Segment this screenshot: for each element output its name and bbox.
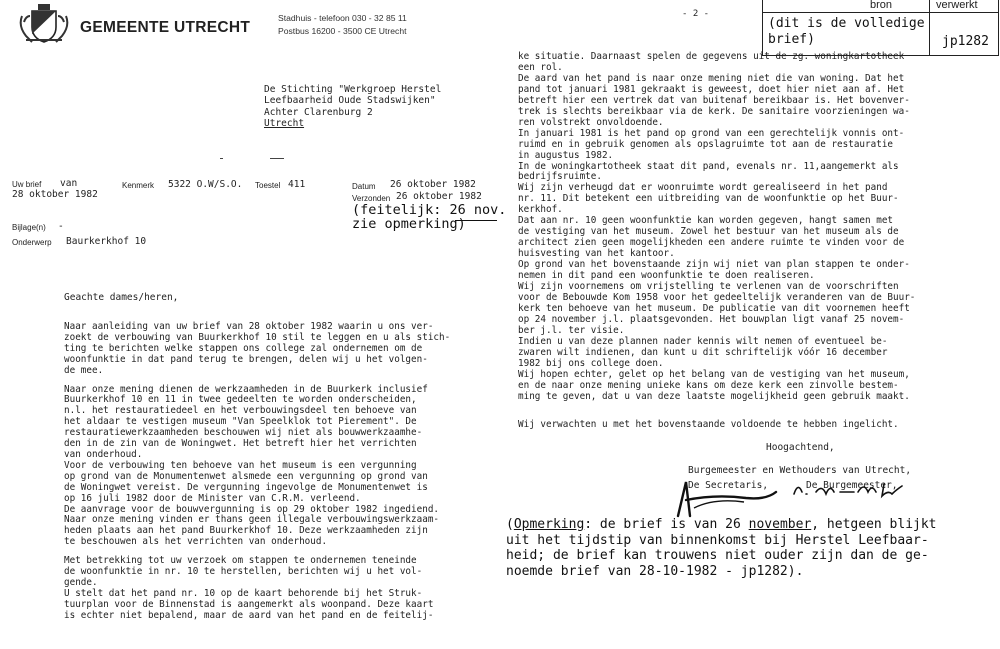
recipient-line: De Stichting "Werkgroep Herstel [264,84,442,95]
paragraph [64,385,450,549]
kenmerk-label: Kenmerk [122,181,155,190]
text-line: de woonfunktie in nr. 10 te herstellen, berichten wij u het vol- [64,566,423,578]
address-divider [270,158,284,159]
text-line: de vestiging van het museum. Zowel het bestuur van het museum als de [518,226,899,238]
text-line: restauratiewerkzaamheden beschouwen wij niet als bouwwerkzaamhe- [64,427,423,439]
text-line: pand tot januari 1981 gekraakt is geweest, doet hier niet aan af. Het [518,83,905,95]
text-line: Naar aanleiding van uw brief van 28 oktober 1982 waarin u ons ver- [64,321,434,332]
secretary-signature [672,472,782,522]
text-line: ren volstrekt onvoldoende. [518,116,664,128]
annotation-text: : de brief is van 26 [584,517,749,532]
text-line: In de woningkartotheek staat dit pand, evenals nr. 11,aangemerkt als [518,160,899,172]
text-line: kerk ten behoeve van het museum. De publicatie van dit voornemen heeft [518,302,910,314]
text-line: de Woningwet vereist. De vergunning ingevolge de Monumentenwet is [64,481,428,493]
toestel-label: Toestel [255,181,281,190]
uw-brief-date: 28 oktober 1982 [12,189,98,200]
text-line: De aard van het pand is naar onze mening niet die van woning. Dat het [518,72,905,84]
text-line: betreft hier een vertrek dat van buitenaf bereikbaar is. Het bovenver- [518,94,910,106]
actual-date-note-line1: (feitelijk: 26 nov. [352,202,507,218]
text-line: is echter niet bepalend, maar de aard van het pand en de feitelij- [64,609,434,621]
uw-brief-value: van [60,178,78,189]
bijlagen-value: - [58,221,64,232]
actual-date-note-line2: zie opmerking) [352,216,466,232]
text-line: ruimd en in gebruik genomen als opslagruimte tot aan de restauratie [518,138,894,150]
paragraph [64,556,450,621]
text-line: de mee. [64,364,104,376]
datum-label: Datum [352,182,376,191]
paragraph [64,322,450,377]
annotation-label: Opmerking [513,517,585,532]
text-line: zwaren wilt indienen, dan kunt u dit schriftelijk vóór 16 december [518,346,888,358]
text-line: nr. 11. Dit betekent een uitbreiding van de woonfunktie op het Buur- [518,193,899,205]
bijlagen-label: Bijlage(n) [12,223,46,232]
text-line: Wij zijn verheugd dat er woonruimte wordt gerealiseerd in het pand [518,182,888,194]
verzonden-label: Verzonden [352,194,391,203]
municipality-name: GEMEENTE UTRECHT [80,19,251,36]
letter-body-right [518,52,915,403]
text-line: gende. [64,576,98,588]
mayor-signature [792,474,912,502]
meta-col1-header: bron [870,0,893,11]
annotation-line: noemde brief van 28-10-1982 - jp1282). [506,563,804,579]
salutation: Geachte dames/heren, [64,292,179,303]
recipient-line: Leefbaarheid Oude Stadswijken" [264,95,436,107]
text-line: Naar onze mening dienen de werkzaamheden in de Buurkerk inclusief [64,383,428,395]
text-line: ting te berichten welke stappen ons college zal ondernemen om de [64,342,423,354]
coat-of-arms-logo [18,4,70,44]
text-line: U stelt dat het pand nr. 10 op de kaart behorende bij het Struk- [64,587,423,599]
text-line: den in de zin van de Woningwet. Het betreft hier het verrichten [64,438,417,450]
annotation-text: , hetgeen blijkt [811,517,937,532]
text-line: De aanvrage voor de bouwvergunning is op 29 oktober 1982 ingediend. [64,503,440,515]
text-line: 1982 bij ons college doen. [518,357,664,369]
text-line: zoekt de verbouwing van Buurkerkhof 10 stil te leggen en u als stich- [64,331,451,343]
fold-mark [220,158,223,159]
verzonden-value: 26 oktober 1982 [396,191,482,202]
text-line: het aldaar te vestigen museum "Van Speelklok tot Pierement". De [64,416,417,428]
onderwerp-value: Baurkerkhof 10 [66,236,147,247]
text-line: te beschouwen als het verrichten van onderhoud. [64,536,328,548]
address-line-2: Postbus 16200 - 3500 CE Utrecht [278,26,407,36]
address-line-1: Stadhuis - telefoon 030 - 32 85 11 [278,13,407,23]
text-line: Naar onze mening vinden er thans geen illegale verbouwingswerkzaam- [64,514,440,526]
text-line: ming te geven, dat u van deze laatste mogelijkheid geen gebruik maakt. [518,390,910,402]
text-line: Indien u van deze plannen nader kennis wilt nemen of eventueel be- [518,335,888,347]
signoff-mayor: De Burgemeester, [806,480,898,491]
text-line: woonfunktie in dat pand terug te brengen, delen wij u het volgen- [64,353,428,365]
letter-body-left [64,322,450,622]
signoff-secretary: De Secretaris, [688,480,769,491]
recipient-line: Achter Clarenburg 2 [264,106,373,118]
text-line: Dat aan nr. 10 geen woonfunktie kan worden gegeven, hangt samen met [518,215,894,227]
text-line: tuurplan voor de Binnenstad is aangemerkt als woonpand. Deze kaart [64,598,434,610]
page-number: - 2 - [682,9,710,19]
signoff-authority: Burgemeester en Wethouders van Utrecht, [688,465,912,476]
annotation-line: heid; de brief kan trouwens niet ouder zijn dan de ge- [506,548,929,563]
text-line: in augustus 1982. [518,149,614,161]
annotation-underlined-word: november [748,517,812,532]
text-line: huisvesting van het kantoor. [518,248,675,260]
closing-sentence: Wij verwachten u met het bovenstaande voldoende te hebben ingelicht. [518,419,899,430]
datum-value: 26 oktober 1982 [390,179,476,190]
text-line: voor de Bebouwde Kom 1958 voor het gedeeltelijk veranderen van de Buur- [518,291,916,303]
kenmerk-value: 5322 O.W/S.O. [168,179,243,190]
text-line: en de naar onze mening unieke kans om deze kerk een zinvolle bestem- [518,379,899,391]
text-line: In januari 1981 is het pand op grond van een gerechtelijk vonnis ont- [518,127,905,139]
text-line: op grond van de Monumentenwet alsmede een vergunning op grond van [64,470,428,482]
annotation-line: (Opmerking: de brief is van 26 november, hetgeen blijkt [506,517,937,532]
text-line: heden plaats aan het pand Buurkerkhof 10. Deze werkzaamheden zijn [64,525,428,537]
meta-col1-value: (dit is de volledige brief) [768,16,925,47]
text-line: Met betrekking tot uw verzoek om stappen te ondernemen teneinde [64,555,417,567]
text-line: Voor de verbouwing ten behoeve van het museum is een vergunning [64,459,417,471]
text-line: architect zien geen mogelijkheden een andere ruimte te vinden voor de [518,237,905,249]
meta-col2-value: jp1282 [942,34,989,49]
text-line: kerkhof. [518,204,563,216]
text-line: een rol. [518,61,563,73]
text-line: van onderhoud. [64,448,143,460]
text-line: n.l. het restauratiedeel en het verbouwingsdeel ten behoeve van [64,405,417,417]
text-line: Op grond van het bovenstaande zijn wij niet van plan stappen te onder- [518,259,910,271]
text-line: Wij hopen echter, gelet op het belang van de vestiging van het museum, [518,368,910,380]
uw-brief-label: Uw brief [12,180,42,189]
text-line: Wij zijn voornemens om vrijstelling te verlenen van de voorschriften [518,281,899,293]
text-line: Buurkerkhof 10 en 11 in twee gedeelten te worden onderscheiden, [64,394,417,406]
signoff-greeting: Hoogachtend, [766,442,835,453]
recipient-city: Utrecht [264,117,305,129]
text-line: op 16 juli 1982 door de Minister van C.R.M. verleend. [64,492,361,504]
annotation-note [506,517,937,579]
onderwerp-label: Onderwerp [12,238,52,247]
annotation-line: uit het tijdstip van binnenkomst bij Herstel Leefbaar- [506,532,929,548]
text-line: bedrijfsruimte. [518,171,602,183]
text-line: op 24 november j.l. plaatsgevonden. Het bouwplan ligt vanaf 25 novem- [518,313,905,325]
recipient-address [264,84,441,129]
meta-col2-header: verwerkt [936,0,978,11]
archive-meta-table [760,0,1000,57]
text-line: ber j.l. ter visie. [518,324,625,336]
toestel-value: 411 [288,179,306,190]
text-line: trek is slechts bereikbaar via de kerk. De sanitaire voorzieningen wa- [518,105,910,117]
text-line: nemen in dit pand een woonfunktie te doen realiseren. [518,270,815,282]
text-line: ke situatie. Daarnaast spelen de gegevens uit de zg. woningkartotheek [518,51,905,62]
